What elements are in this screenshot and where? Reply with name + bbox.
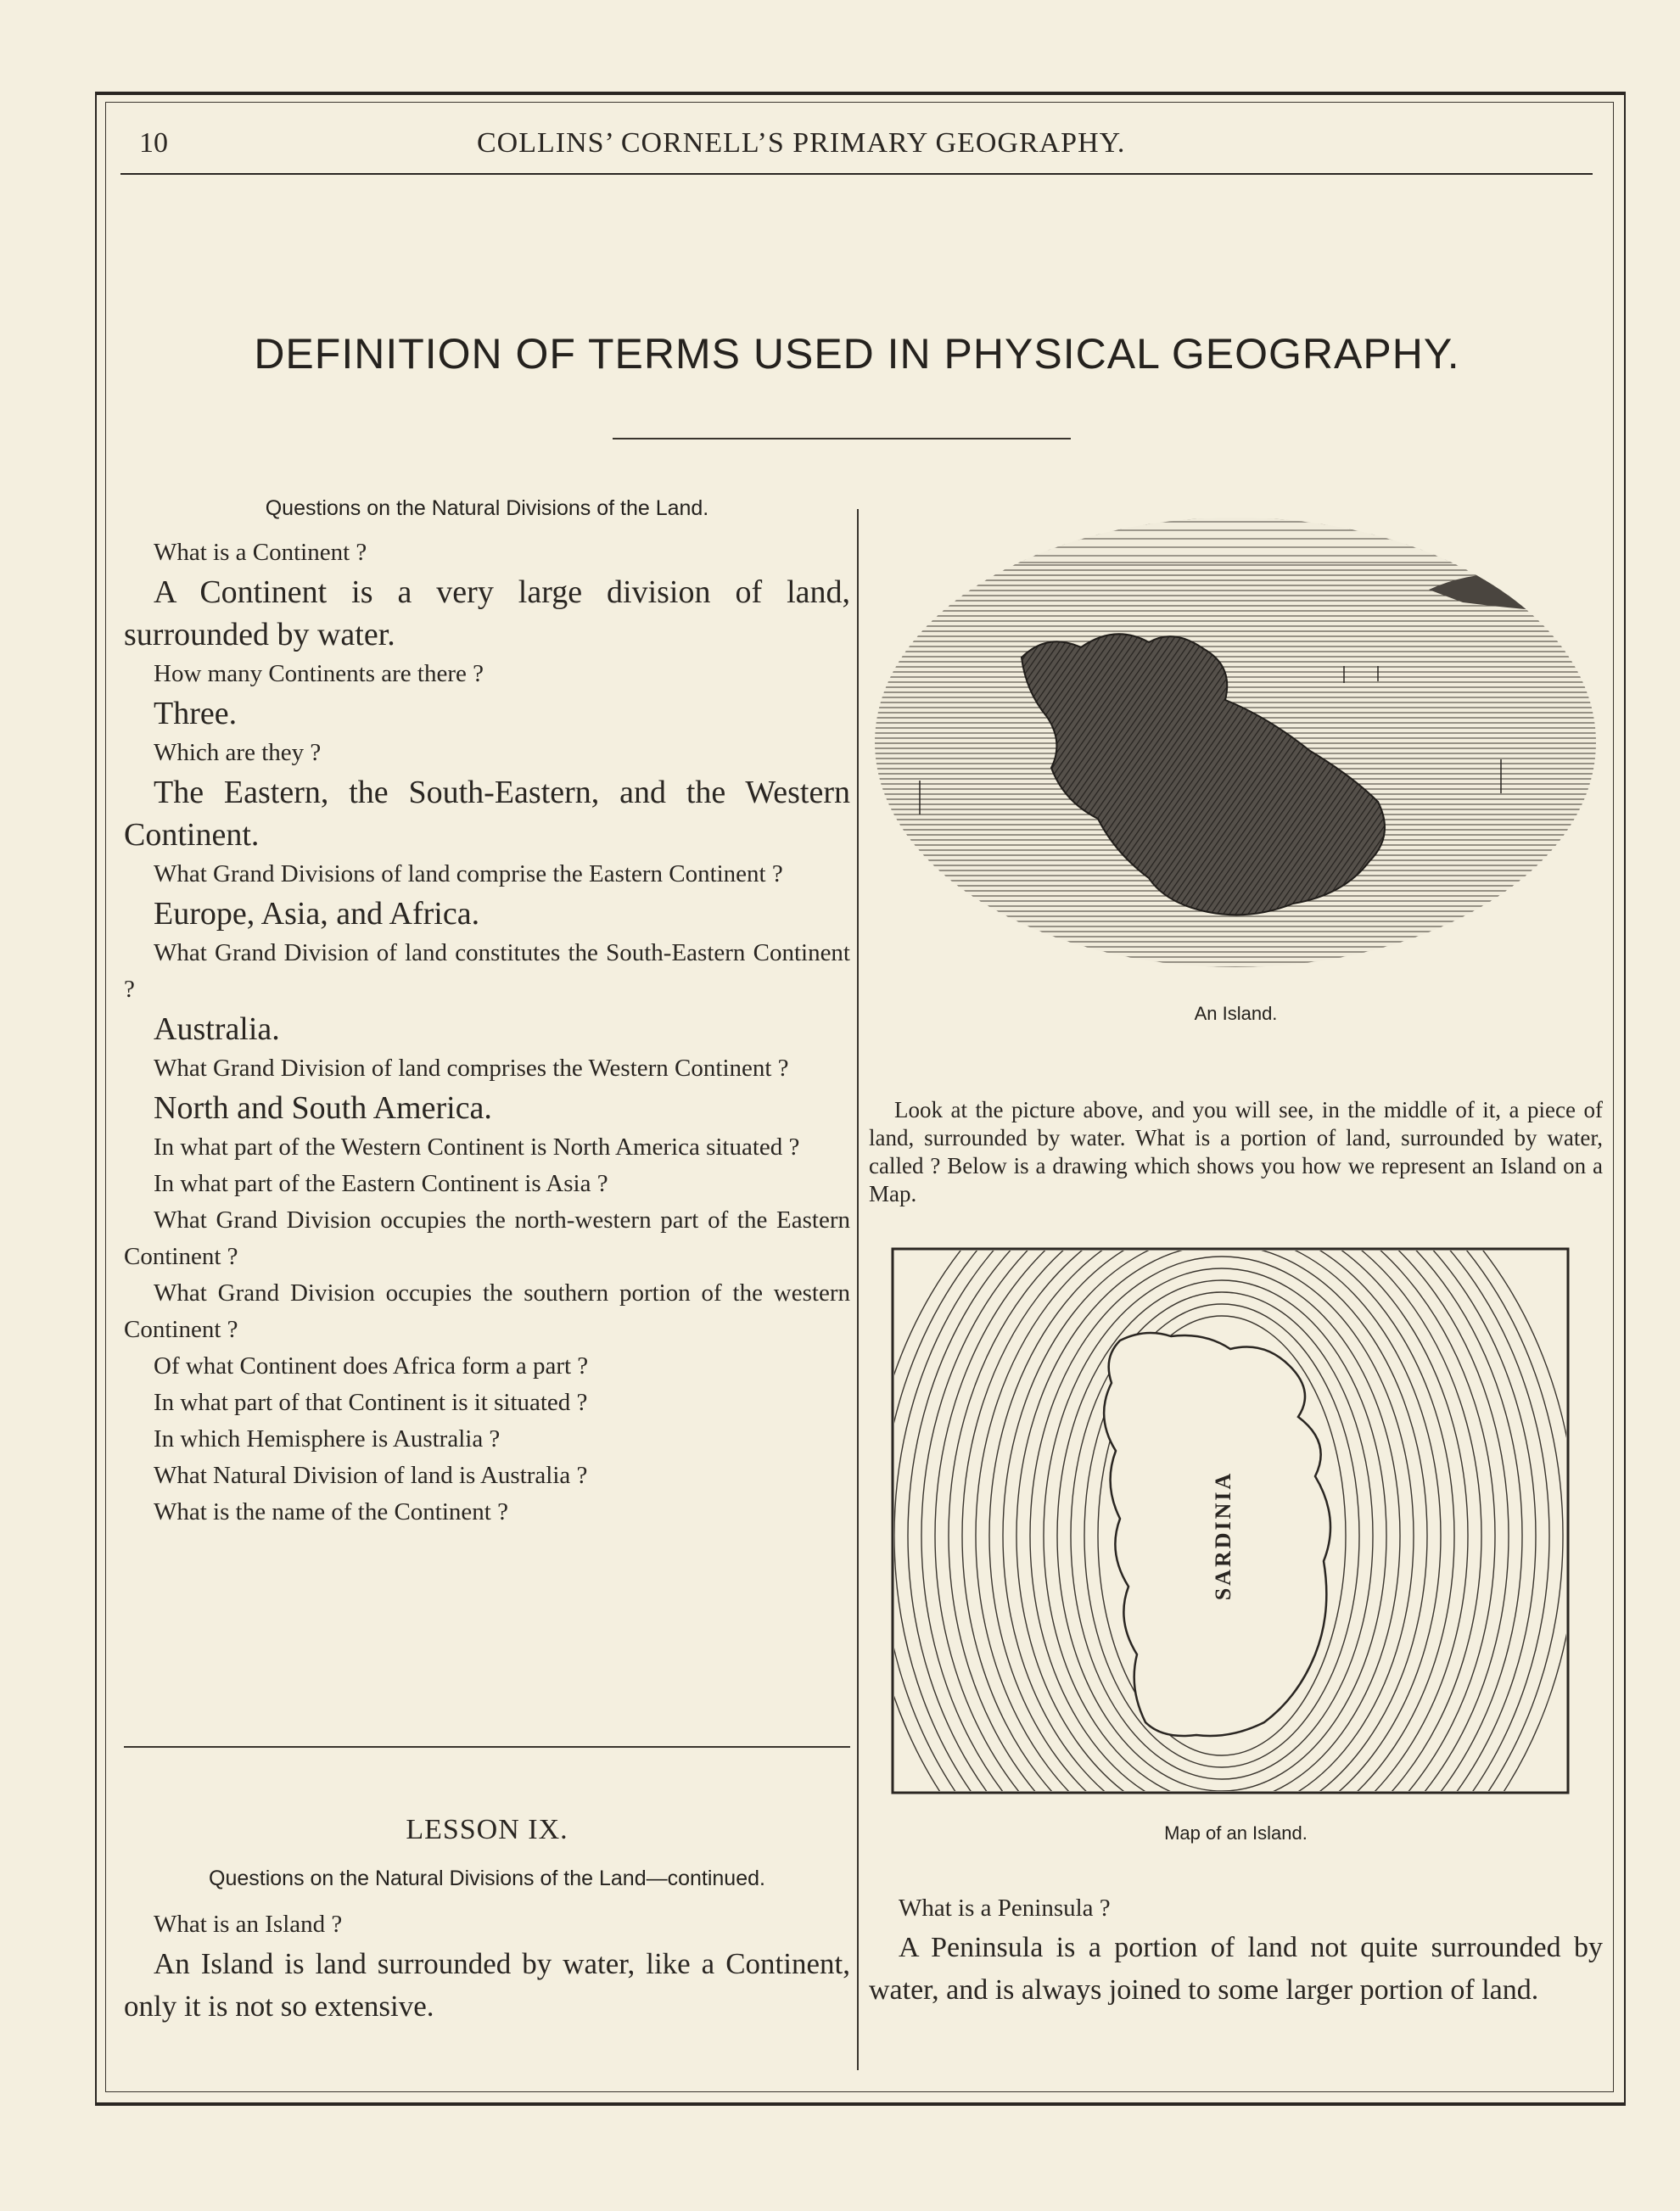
question: What Grand Division of land comprises the Western Continent ? [154,1055,789,1082]
question: Of what Continent does Africa form a part ? [154,1352,589,1380]
question: What Grand Division occupies the north-western part of the Eastern Continent ? [124,1206,850,1270]
question: How many Continents are there ? [154,660,484,687]
island-map-svg [891,1247,1570,1794]
answer: Three. [154,696,238,731]
map-label: SARDINIA [1211,1470,1235,1601]
qa-list [124,535,850,1531]
lesson-section-heading: Questions on the Natural Divisions of the Land—continued. [209,1867,765,1890]
look-text-block [869,1096,1603,1208]
island-answer: An Island is land surrounded by water, like a Continent, only it is not so extensive. [124,1947,850,2023]
answer: A Continent is a very large division of land, surrounded by water. [124,574,850,652]
question: What Grand Divisions of land comprise the Eastern Continent ? [154,860,783,887]
island-caption: An Island. [1194,1003,1278,1024]
answer: Australia. [154,1011,280,1047]
question: In what part of that Continent is it situated ? [154,1389,588,1416]
answer: The Eastern, the South-Eastern, and the Western Continent. [124,775,850,853]
question: In which Hemisphere is Australia ? [154,1425,501,1453]
peninsula-block [869,1890,1603,2012]
title-rule [613,438,1071,439]
question: What Grand Division of land constitutes the South-Eastern Continent ? [124,939,850,1003]
answer: Europe, Asia, and Africa. [154,896,480,932]
look-text: Look at the picture above, and you will see, in the middle of it, a piece of land, surrounded by water. What is a portion of land, surrounded by water, called ? Below is a drawing which shows you how we represent an Island on a Map. [869,1097,1603,1206]
island-caption-wrap [869,1003,1603,1025]
question: What is the name of the Continent ? [154,1498,508,1525]
question: What Grand Division occupies the southern portion of the western Continent ? [124,1279,850,1343]
question: In what part of the Eastern Continent is Asia ? [154,1170,608,1197]
question: Which are they ? [154,739,322,766]
answer: North and South America. [154,1090,492,1126]
island-question: What is an Island ? [154,1911,343,1938]
question: What Natural Division of land is Australia ? [154,1462,588,1489]
running-head [120,119,1593,175]
lesson-block [124,1814,850,2028]
question: What is a Continent ? [154,539,367,566]
book-title: COLLINS’ CORNELL’S PRIMARY GEOGRAPHY. [477,127,1126,159]
island-engraving-svg [869,496,1603,997]
page-number: 10 [139,127,168,159]
island-map [891,1247,1570,1794]
left-column [124,496,850,1531]
main-title: DEFINITION OF TERMS USED IN PHYSICAL GEOGRAPHY. [254,330,1460,378]
lesson-title: LESSON IX. [406,1814,568,1845]
island-engraving [869,496,1603,997]
lesson-rule [124,1746,850,1748]
column-divider [857,509,859,2070]
peninsula-answer: A Peninsula is a portion of land not quite surrounded by water, and is always joined to some larger portion of land. [869,1932,1603,2006]
section-heading: Questions on the Natural Divisions of the Land. [265,496,709,520]
map-caption-wrap [869,1822,1603,1844]
question: In what part of the Western Continent is North America situated ? [154,1133,800,1161]
map-caption: Map of an Island. [1164,1822,1308,1844]
peninsula-question: What is a Peninsula ? [899,1895,1111,1922]
